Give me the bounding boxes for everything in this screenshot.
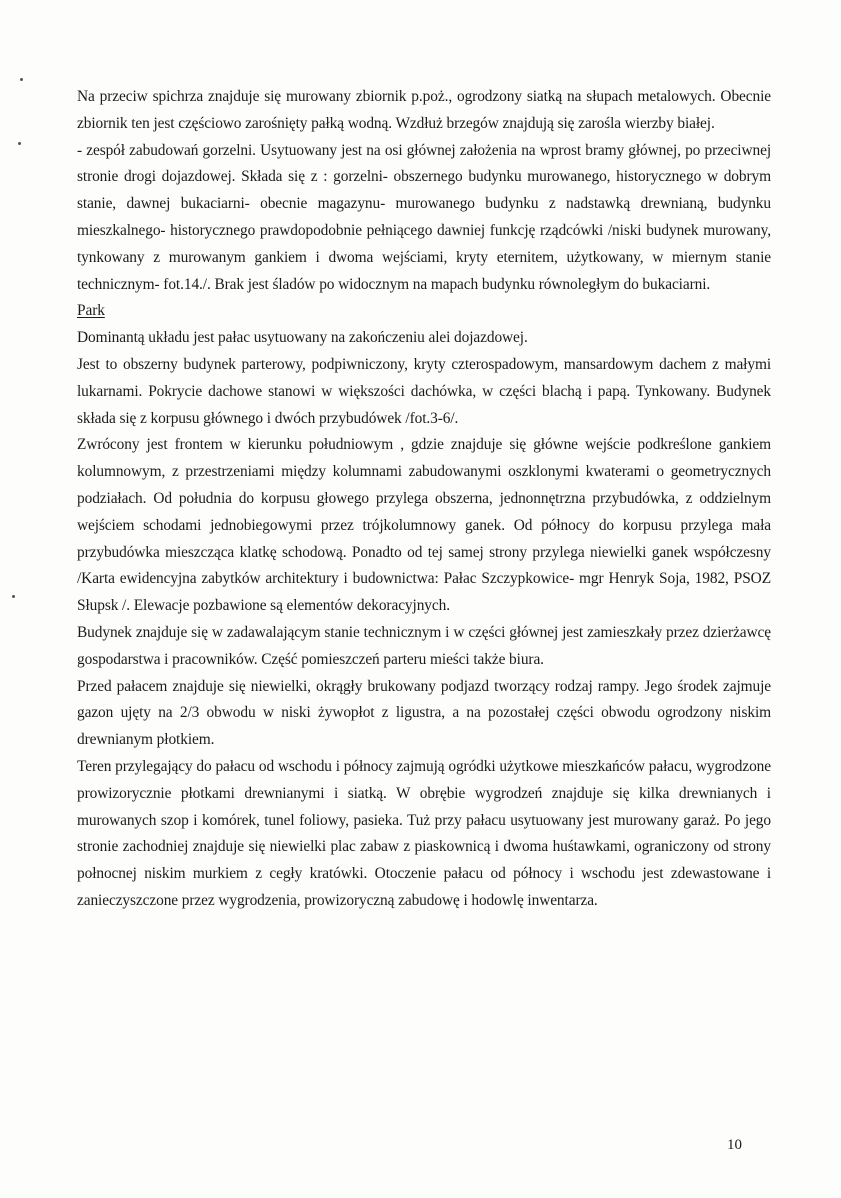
paragraph: Przed pałacem znajduje się niewielki, okrągły brukowany podjazd tworzący rodzaj rampy. Jego środek zajmuje gazon ujęty na 2/3 obwodu w niski żywopłot z ligustra, a na pozostałej części obwodu ogrodzony niskim drewnianym płotkiem.: [77, 677, 771, 749]
section-heading: Park: [77, 302, 105, 320]
document-body: [77, 84, 771, 915]
paragraph: Zwrócony jest frontem w kierunku południowym , gdzie znajduje się główne wejście podkreślone gankiem kolumnowym, z przestrzeniami między kolumnami zabudowanymi oszklonymi kwaterami o geometrycznych podziałach. Od południa do korpusu głowego przylega obszerna, jednonnętrzna przybudówka, z oddzielnym wejściem schodami jednobiegowymi przez trójkolumnowy ganek. Od północy do korpusu przylega mała przybudówka mieszcząca klatkę schodową. Ponadto od tej samej strony przylega niewielki ganek współczesny /Karta ewidencyjna zabytków architektury i budownictwa: Pałac Szczypkowice- mgr Henryk Soja, 1982, PSOZ Słupsk /. Elewacje pozbawione są elementów dekoracyjnych.: [77, 436, 771, 615]
paragraph: Dominantą układu jest pałac usytuowany na zakończeniu alei dojazdowej.: [77, 329, 528, 347]
paragraph: Teren przylegający do pałacu od wschodu i północy zajmują ogródki użytkowe mieszkańców pałacu, wygrodzone prowizorycznie płotkami drewnianymi i siatką. W obrębie wygrodzeń znajduje się kilka drewnianych i murowanych szop i komórek, tunel foliowy, pasieka. Tuż przy pałacu usytuowany jest murowany garaż. Po jego stronie zachodniej znajduje się niewielki plac zabaw z piaskownicą i dwoma huśtawkami, ograniczony od strony połnocnej niskim murkiem z cegły kratówki. Otoczenie pałacu od północy i wschodu jest zdewastowane i zanieczyszczone przez wygrodzenia, prowizoryczną zabudowę i hodowlę inwentarza.: [77, 757, 771, 909]
paragraph: - zespół zabudowań gorzelni. Usytuowany jest na osi głównej założenia na wprost bramy głównej, po przeciwnej stronie drogi dojazdowej. Składa się z : gorzelni- obszernego budynku murowanego, historycznego w dobrym stanie, dawnej bukaciarni- obecnie magazynu- murowanego budynku z nadstawką drewnianą, budynku mieszkalnego- historycznego prawdopodobnie pełniącego dawniej funkcję rządcówki /niski budynek murowany, tynkowany z murowanym gankiem i dwoma wejściami, kryty eternitem, użytkowany, w miernym stanie technicznym- fot.14./. Brak jest śladów po widocznym na mapach budynku równoległym do bukaciarni.: [77, 141, 771, 293]
scan-speck: [20, 78, 23, 81]
page-number: 10: [727, 1137, 742, 1153]
scan-speck: [12, 595, 15, 598]
scan-speck: [18, 142, 21, 145]
paragraph: Na przeciw spichrza znajduje się murowany zbiornik p.poż., ogrodzony siatką na słupach metalowych. Obecnie zbiornik ten jest częściowo zarośnięty pałką wodną. Wzdłuż brzegów znajdują się zarośla wierzby białej.: [77, 88, 771, 132]
paragraph: Budynek znajduje się w zadawalającym stanie technicznym i w części głównej jest zamieszkały przez dzierżawcę gospodarstwa i pracowników. Część pomieszczeń parteru mieści także biura.: [77, 623, 771, 668]
paragraph: Jest to obszerny budynek parterowy, podpiwniczony, kryty czterospadowym, mansardowym dachem z małymi lukarnami. Pokrycie dachowe stanowi w większości dachówka, w części blachą i papą. Tynkowany. Budynek składa się z korpusu głównego i dwóch przybudówek /fot.3-6/.: [77, 355, 771, 427]
